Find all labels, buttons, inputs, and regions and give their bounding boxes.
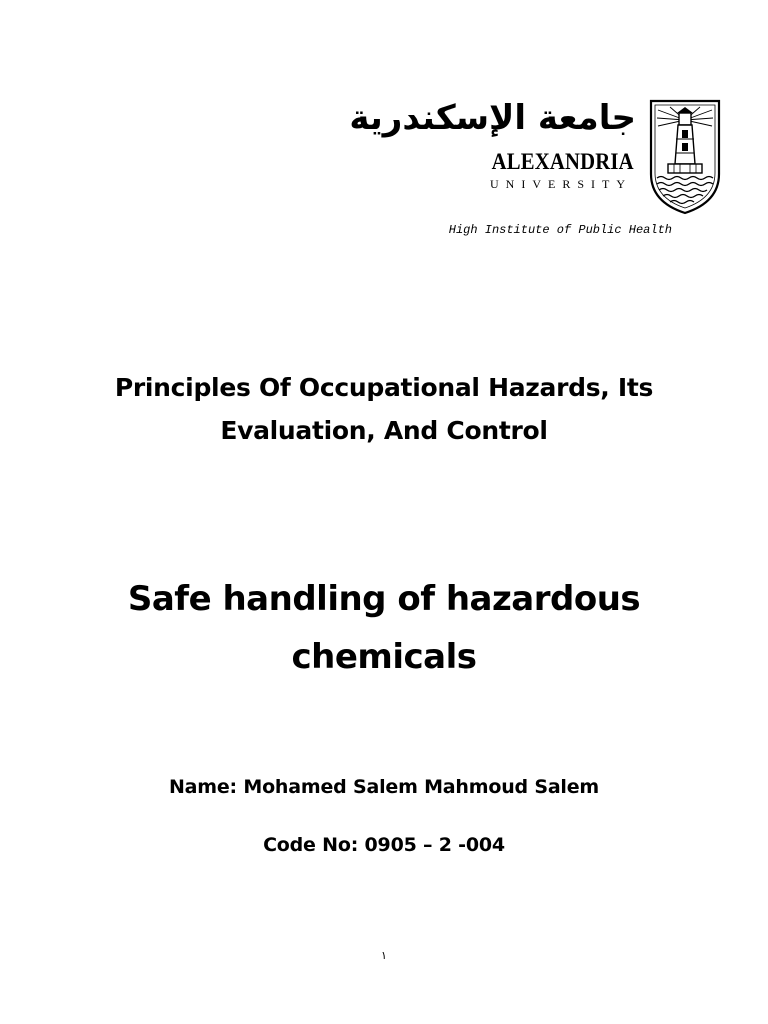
logo-english-subtitle: UNIVERSITY xyxy=(490,177,632,191)
logo-english-name: ALEXANDRIA xyxy=(491,149,634,174)
course-title: Principles Of Occupational Hazards, Its Evaluation, And Control xyxy=(114,373,654,445)
student-code: Code No: 0905 – 2 -004 xyxy=(263,834,505,856)
student-name: Name: Mohamed Salem Mahmoud Salem xyxy=(168,776,600,798)
logo-arabic-name: جامعة الإسكندرية xyxy=(349,98,636,138)
university-logo xyxy=(349,92,723,217)
institute-name: High Institute of Public Health xyxy=(448,223,672,237)
lighthouse-emblem-icon xyxy=(648,98,722,216)
topic-title: Safe handling of hazardous chemicals xyxy=(127,579,641,677)
page-number: ١ xyxy=(381,949,387,962)
